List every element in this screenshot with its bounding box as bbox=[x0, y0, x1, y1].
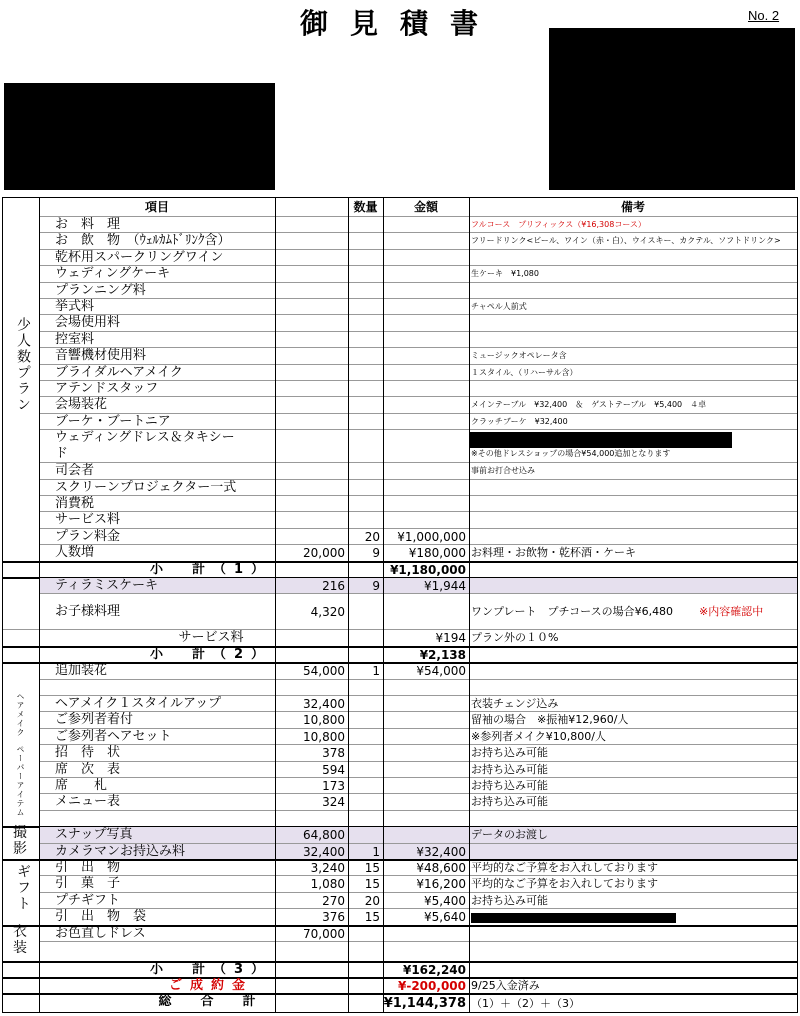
note: ※参列者メイク¥10,800/人 bbox=[471, 729, 606, 743]
note: フルコース プリフィックス（¥16,308コース） bbox=[471, 220, 646, 229]
quantity: 9 bbox=[372, 579, 380, 593]
column-divider bbox=[469, 198, 470, 1012]
item-label: 席 札 bbox=[55, 778, 108, 793]
unit-price: 10,800 bbox=[303, 729, 345, 744]
item-label: サービス料 bbox=[55, 512, 121, 528]
subtotal-1-amount: ¥1,180,000 bbox=[390, 562, 466, 577]
estimate-table bbox=[2, 197, 798, 1013]
note: お持ち込み可能 bbox=[471, 746, 548, 760]
unit-price: 594 bbox=[322, 762, 345, 777]
redacted-block-right bbox=[549, 28, 795, 190]
item-label: 人数増 bbox=[55, 545, 95, 561]
note: お持ち込み可能 bbox=[471, 762, 548, 776]
note: 衣装チェンジ込み bbox=[471, 697, 559, 710]
amount: ¥1,944 bbox=[424, 579, 466, 593]
item-label: ウェディングドレス＆タキシー bbox=[55, 430, 235, 446]
unit-price: 64,800 bbox=[303, 828, 345, 843]
note: データのお渡し bbox=[471, 828, 548, 842]
quantity: 15 bbox=[364, 861, 380, 875]
item-label: カメラマンお持込み料 bbox=[55, 843, 186, 859]
item-label: ご参列者着付 bbox=[55, 712, 134, 728]
item-label: 引 出 物 袋 bbox=[55, 909, 147, 925]
unit-price: 4,320 bbox=[310, 605, 345, 620]
unit-price: 270 bbox=[322, 893, 345, 908]
item-label: 引 出 物 bbox=[55, 860, 121, 875]
note-warning: ※内容確認中 bbox=[699, 605, 764, 619]
item-label: プラン料金 bbox=[55, 528, 121, 544]
item-label: スナップ写真 bbox=[55, 827, 133, 843]
subtotal-3-amount: ¥162,240 bbox=[402, 962, 466, 977]
note: チャペル人前式 bbox=[471, 302, 527, 311]
note: プラン外の１０% bbox=[471, 631, 559, 645]
column-divider bbox=[275, 198, 276, 1012]
amount: ¥16,200 bbox=[416, 877, 466, 892]
deposit-amount: ¥-200,000 bbox=[398, 979, 466, 993]
redacted-block-left bbox=[4, 83, 275, 190]
note: お持ち込み可能 bbox=[471, 795, 548, 809]
header-note: 備考 bbox=[620, 200, 645, 214]
note: 生ケーキ ¥1,080 bbox=[471, 269, 539, 279]
note: フリードリンク<ビール、ワイン（赤・白）、ウイスキー、カクテル、ソフトドリンク> bbox=[471, 236, 781, 246]
unit-price: 3,240 bbox=[310, 861, 345, 875]
item-label: 会場使用料 bbox=[55, 315, 121, 331]
quantity: 15 bbox=[364, 877, 380, 892]
unit-price: 32,400 bbox=[303, 844, 345, 859]
service-label: サービス料 bbox=[178, 630, 244, 646]
subtotal-1-label: 小 計（1） bbox=[149, 561, 273, 577]
amount: ¥5,640 bbox=[424, 910, 466, 925]
item-label: プランニング料 bbox=[55, 282, 146, 298]
row-divider bbox=[39, 679, 797, 680]
header-qty: 数量 bbox=[353, 200, 378, 214]
section-paper-label: ペーパーアイテム bbox=[16, 745, 25, 818]
item-label: ド bbox=[55, 446, 69, 462]
item-label: アテンドスタッフ bbox=[55, 381, 159, 396]
note: お料理・お飲物・乾杯酒・ケーキ bbox=[471, 546, 636, 560]
item-label: 引 菓 子 bbox=[55, 876, 121, 892]
note: ワンプレート プチコースの場合¥6,480 bbox=[471, 605, 674, 619]
item-label: 追加装花 bbox=[55, 663, 108, 679]
unit-price: 376 bbox=[322, 910, 345, 925]
item-label: 司会者 bbox=[55, 463, 95, 479]
quantity: 15 bbox=[364, 910, 380, 925]
amount bbox=[383, 827, 469, 843]
note: 9/25入金済み bbox=[471, 979, 540, 992]
note: 事前お打合せ込み bbox=[471, 466, 535, 476]
unit-price: 1,080 bbox=[310, 877, 345, 892]
section-gift-label: ギフト bbox=[15, 864, 31, 912]
item-label: ヘアメイク１スタイルアップ bbox=[55, 696, 222, 711]
grand-total-amount: ¥1,144,378 bbox=[383, 996, 466, 1012]
quantity: 1 bbox=[372, 664, 380, 679]
unit-price: 10,800 bbox=[303, 713, 345, 728]
section-plan-label: 少人数プラン bbox=[15, 317, 31, 413]
item-label: ティラミスケーキ bbox=[55, 578, 158, 593]
amount: ¥54,000 bbox=[416, 664, 466, 679]
amount: ¥194 bbox=[435, 631, 466, 646]
redacted-note bbox=[471, 913, 676, 923]
unit-price: 216 bbox=[322, 579, 345, 593]
item-label: ブライダルヘアメイク bbox=[55, 364, 183, 380]
section-hair-label: ヘアメイク bbox=[16, 692, 25, 737]
row-divider bbox=[39, 941, 797, 942]
document-number: No. 2 bbox=[748, 8, 780, 23]
item-label: プチギフト bbox=[55, 892, 121, 908]
unit-price: 54,000 bbox=[303, 664, 345, 679]
note: １スタイル、（リハーサル含） bbox=[471, 367, 578, 377]
column-divider bbox=[383, 198, 384, 1012]
item-label: 招 待 状 bbox=[55, 745, 121, 761]
unit-price: 378 bbox=[322, 746, 345, 761]
item-label: スクリーンプロジェクター一式 bbox=[55, 479, 237, 495]
item-label: 消費税 bbox=[55, 496, 95, 511]
subtotal-2-label: 小 計（2） bbox=[149, 646, 273, 662]
item-label: お子様料理 bbox=[55, 604, 121, 620]
amount: ¥5,400 bbox=[424, 893, 466, 908]
subtotal-3-label: 小 計（3） bbox=[149, 961, 273, 977]
page-title: 御見積書 bbox=[299, 7, 500, 40]
section-photo-label: 撮影 bbox=[13, 825, 29, 858]
quantity: 1 bbox=[372, 844, 380, 859]
column-divider bbox=[348, 198, 349, 1012]
quantity bbox=[348, 827, 383, 843]
unit-price: 70,000 bbox=[303, 926, 345, 941]
deposit-label: ご成約金 bbox=[168, 978, 253, 993]
note: （1）＋（2）＋（3） bbox=[471, 997, 580, 1011]
item-label: お 飲 物 （ｳｪﾙｶﾑﾄﾞﾘﾝｸ含） bbox=[55, 233, 231, 249]
column-divider bbox=[39, 198, 40, 1012]
header-amount: 金額 bbox=[413, 200, 438, 214]
grand-total-label: 総 合 計 bbox=[158, 994, 264, 1010]
item-label: 会場装花 bbox=[55, 397, 108, 413]
note: ミュージックオペレータ含 bbox=[471, 351, 567, 361]
item-label: ブーケ・ブートニア bbox=[55, 413, 171, 429]
note: 平均的なご予算をお入れしております bbox=[471, 861, 658, 874]
subtotal-2-amount: ¥2,138 bbox=[419, 647, 466, 662]
item-label: 乾杯用スパークリングワイン bbox=[55, 249, 224, 265]
amount: ¥48,600 bbox=[416, 861, 466, 875]
unit-price: 20,000 bbox=[303, 546, 345, 561]
item-label: お 料 理 bbox=[55, 217, 121, 232]
note: メインテーブル ¥32,400 ＆ ゲストテーブル ¥5,400 ４卓 bbox=[471, 400, 707, 410]
unit-price: 324 bbox=[322, 795, 345, 810]
item-label: 挙式料 bbox=[55, 299, 95, 314]
item-label: メニュー表 bbox=[55, 794, 121, 810]
header-item: 項目 bbox=[144, 200, 169, 214]
section-costume-label: 衣装 bbox=[13, 923, 29, 956]
note: クラッチブーケ ¥32,400 bbox=[471, 416, 568, 426]
note: 平均的なご予算をお入れしております bbox=[471, 877, 658, 891]
item-label: 控室料 bbox=[55, 331, 95, 347]
amount: ¥180,000 bbox=[408, 546, 466, 561]
row-divider bbox=[39, 810, 797, 811]
amount: ¥1,000,000 bbox=[397, 529, 466, 544]
note: 留袖の場合 ※振袖¥12,960/人 bbox=[471, 713, 629, 727]
item-label: ウェディングケーキ bbox=[55, 266, 171, 282]
note: お持ち込み可能 bbox=[471, 779, 548, 792]
note: ※その他ドレスショップの場合¥54,000追加となります bbox=[471, 449, 671, 459]
item-label: お色直しドレス bbox=[55, 925, 146, 941]
item-label: 音響機材使用料 bbox=[55, 348, 147, 364]
quantity: 9 bbox=[372, 546, 380, 561]
amount: ¥32,400 bbox=[416, 844, 466, 859]
unit-price: 173 bbox=[322, 779, 345, 793]
item-label: ご参列者ヘアセット bbox=[55, 728, 172, 744]
quantity: 20 bbox=[364, 529, 380, 544]
note: お持ち込み可能 bbox=[471, 893, 548, 907]
unit-price: 32,400 bbox=[303, 697, 345, 711]
item-label: 席 次 表 bbox=[55, 761, 121, 777]
quantity: 20 bbox=[364, 893, 380, 908]
